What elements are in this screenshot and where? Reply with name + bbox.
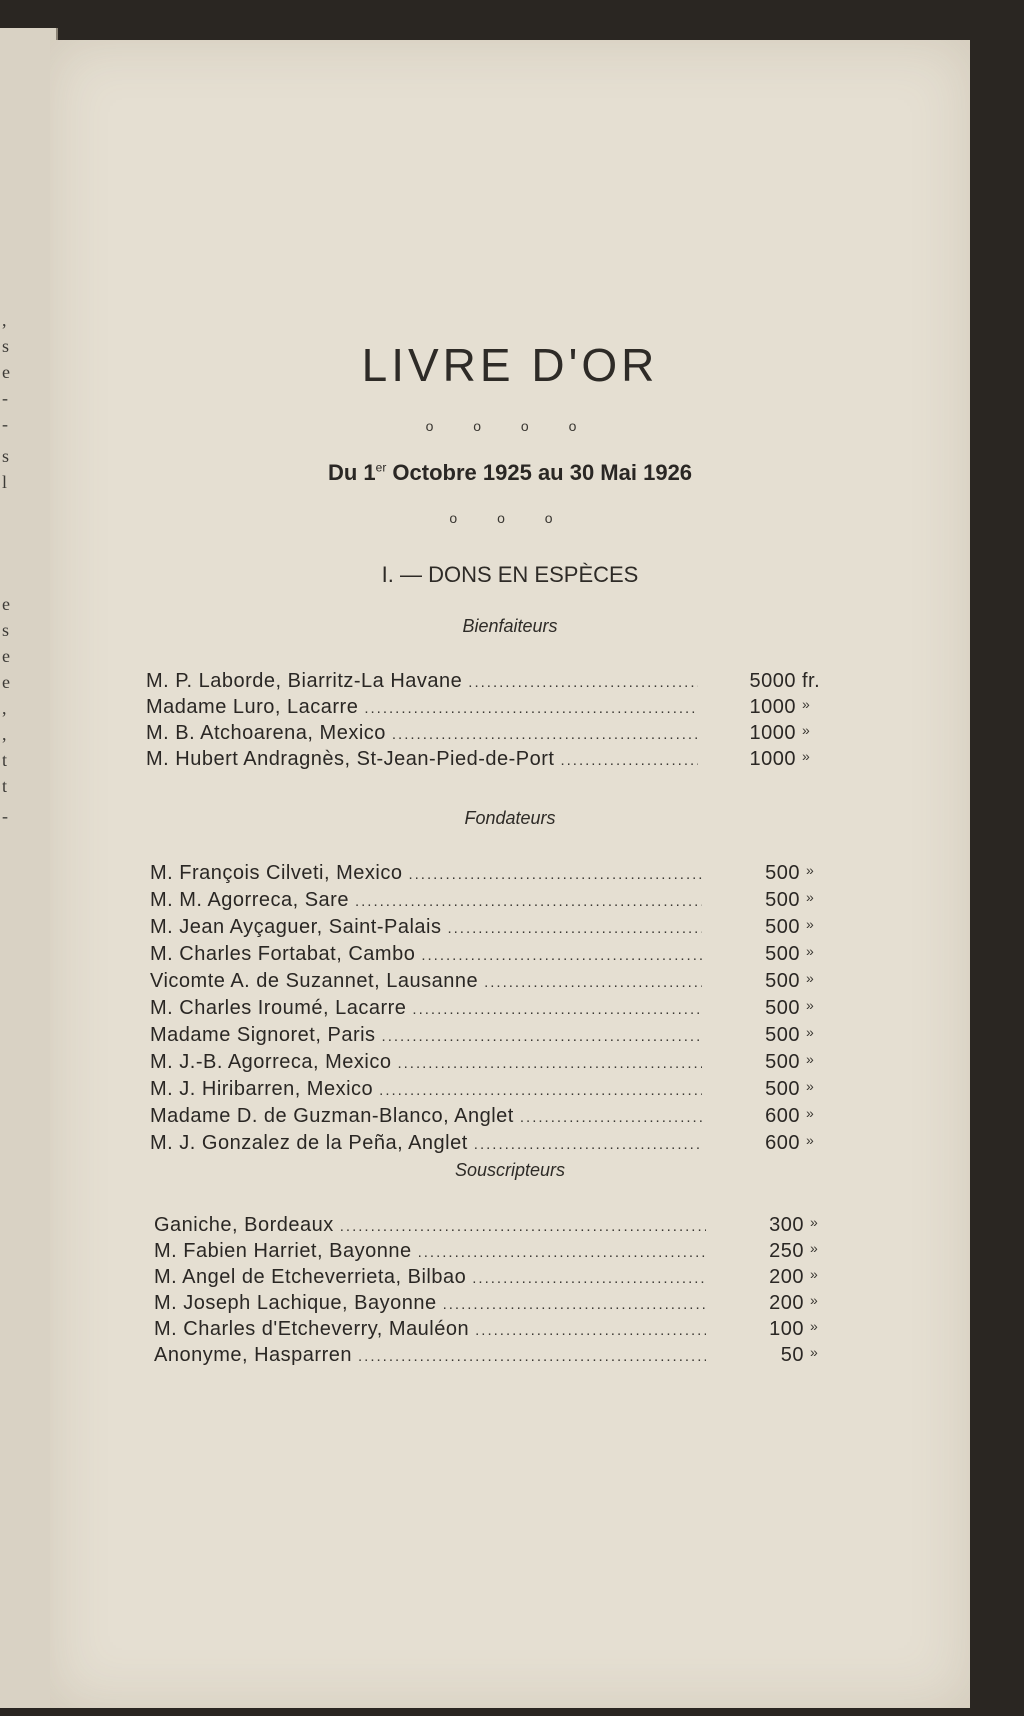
currency-unit: » [806,1132,815,1148]
document-page [50,40,970,1708]
dot-leader [520,1109,702,1126]
donor-name: M. B. Atchoarena, Mexico [146,722,386,744]
donor-entry [150,1078,702,1105]
date-range-suffix: Octobre 1925 au 30 Mai 1926 [386,460,693,485]
donor-name: Madame D. de Guzman-Blanco, Anglet [150,1105,514,1127]
currency-unit: » [810,1292,819,1308]
currency-unit: » [810,1318,819,1334]
donation-amount: 600 [765,1132,800,1154]
donor-name: M. Charles Fortabat, Cambo [150,943,416,965]
left-fragment: t [2,750,8,770]
donation-amount: 500 [765,862,800,884]
donor-name: M. M. Agorreca, Sare [150,889,349,911]
donor-entry [154,1292,706,1319]
donation-amount: 500 [765,916,800,938]
donor-name: M. Charles d'Etcheverry, Mauléon [154,1318,470,1340]
donor-name: M. Charles Iroumé, Lacarre [150,997,407,1019]
left-fragment: - [2,414,8,434]
donation-amount: 500 [765,889,800,911]
dot-leader [443,1296,706,1313]
left-fragment: e [2,594,10,614]
donor-entry [154,1344,706,1371]
group-title: Fondateurs [464,808,556,828]
donor-name: M. P. Laborde, Biarritz-La Havane [146,670,463,692]
donor-entry [154,1266,706,1293]
donor-entry [154,1240,706,1267]
left-fragment: e [2,672,10,692]
date-range [50,460,970,486]
donation-amount: 600 [765,1105,800,1127]
donor-entry [154,1214,706,1241]
left-fragment: e [2,362,10,382]
donation-amount: 500 [765,1051,800,1073]
dot-leader [379,1082,702,1099]
dot-leader [484,974,702,991]
section-title: I. — DONS EN ESPÈCES [381,562,639,587]
donor-name: M. J. Gonzalez de la Peña, Anglet [150,1132,468,1154]
currency-unit: » [806,862,815,878]
donor-entry [150,916,702,943]
donation-amount: 500 [765,970,800,992]
currency-unit: » [806,1105,815,1121]
group-title: Bienfaiteurs [462,616,558,636]
donor-name: Vicomte A. de Suzannet, Lausanne [150,970,479,992]
donor-entry [146,670,698,697]
donor-entry [146,696,698,723]
left-fragment: - [2,388,8,408]
donor-entry [150,1024,702,1051]
dot-leader [397,1055,702,1072]
currency-unit: fr. [802,670,821,692]
donation-amount: 250 [769,1240,804,1262]
donation-amount: 1000 [749,696,796,718]
ornament-dots: o o o [449,510,571,526]
currency-unit: » [802,748,811,764]
dot-leader [421,947,702,964]
date-range-sup: er [375,460,387,475]
dot-leader [472,1270,706,1287]
left-fragment: , [2,724,7,744]
donation-amount: 500 [765,1078,800,1100]
left-fragment: s [2,620,10,640]
currency-unit: » [806,1051,815,1067]
dot-leader [340,1218,706,1235]
donor-name: Madame Signoret, Paris [150,1024,376,1046]
donor-name: Madame Luro, Lacarre [146,696,359,718]
dot-leader [412,1001,702,1018]
donor-entry [146,748,698,775]
currency-unit: » [806,1024,815,1040]
currency-unit: » [810,1344,819,1360]
currency-unit: » [806,943,815,959]
currency-unit: » [806,889,815,905]
donation-amount: 50 [780,1344,804,1366]
donor-name: Ganiche, Bordeaux [154,1214,334,1236]
dot-leader [382,1028,702,1045]
currency-unit: » [806,916,815,932]
donor-entry [150,1051,702,1078]
left-fragment: , [2,698,7,718]
donation-amount: 200 [769,1292,804,1314]
left-fragment: l [2,472,8,492]
donation-amount: 300 [769,1214,804,1236]
left-fragment: t [2,776,8,796]
dot-leader [474,1136,702,1153]
currency-unit: » [810,1214,819,1230]
donor-name: M. Fabien Harriet, Bayonne [154,1240,412,1262]
donation-amount: 500 [765,1024,800,1046]
currency-unit: » [802,696,811,712]
donor-name: M. J.-B. Agorreca, Mexico [150,1051,392,1073]
donation-amount: 100 [769,1318,804,1340]
currency-unit: » [810,1240,819,1256]
donation-amount: 500 [765,943,800,965]
donation-amount: 1000 [749,722,796,744]
group-title: Souscripteurs [454,1160,566,1180]
donor-name: M. Angel de Etcheverrieta, Bilbao [154,1266,467,1288]
left-fragment: e [2,646,10,666]
left-fragment: - [2,806,8,826]
currency-unit: » [806,1078,815,1094]
donation-amount: 500 [765,997,800,1019]
donor-name: M. Jean Ayçaguer, Saint-Palais [150,916,442,938]
donor-name: M. J. Hiribarren, Mexico [150,1078,374,1100]
dot-leader [408,866,702,883]
donor-entry [150,862,702,889]
dot-leader [418,1244,706,1261]
dot-leader [358,1348,706,1365]
left-fragment: , [2,310,7,330]
currency-unit: » [806,997,815,1013]
donation-amount: 5000 [749,670,796,692]
dot-leader [355,893,702,910]
donor-entry [146,722,698,749]
donor-entry [150,1105,702,1132]
dot-leader [392,726,698,743]
left-fragment: s [2,336,10,356]
date-range-prefix: Du 1 [327,460,376,485]
dot-leader [364,700,698,717]
dot-leader [468,674,698,691]
donor-entry [150,1132,702,1159]
currency-unit: » [806,970,815,986]
currency-unit: » [810,1266,819,1282]
donor-entry [154,1318,706,1345]
donor-entry [150,997,702,1024]
donor-name: M. Hubert Andragnès, St-Jean-Pied-de-Port [146,748,555,770]
currency-unit: » [802,722,811,738]
donor-entry [150,943,702,970]
page-title: LIVRE D'OR [361,339,659,391]
dot-leader [560,752,698,769]
dot-leader [475,1322,706,1339]
donor-entry [150,970,702,997]
donation-amount: 200 [769,1266,804,1288]
donation-amount: 1000 [749,748,796,770]
donor-entry [150,889,702,916]
left-fragment: s [2,446,10,466]
donor-name: M. Joseph Lachique, Bayonne [154,1292,437,1314]
donor-name: Anonyme, Hasparren [154,1344,352,1366]
ornament-dots: o o o o [425,418,595,434]
dot-leader [447,920,702,937]
donor-name: M. François Cilveti, Mexico [150,862,403,884]
